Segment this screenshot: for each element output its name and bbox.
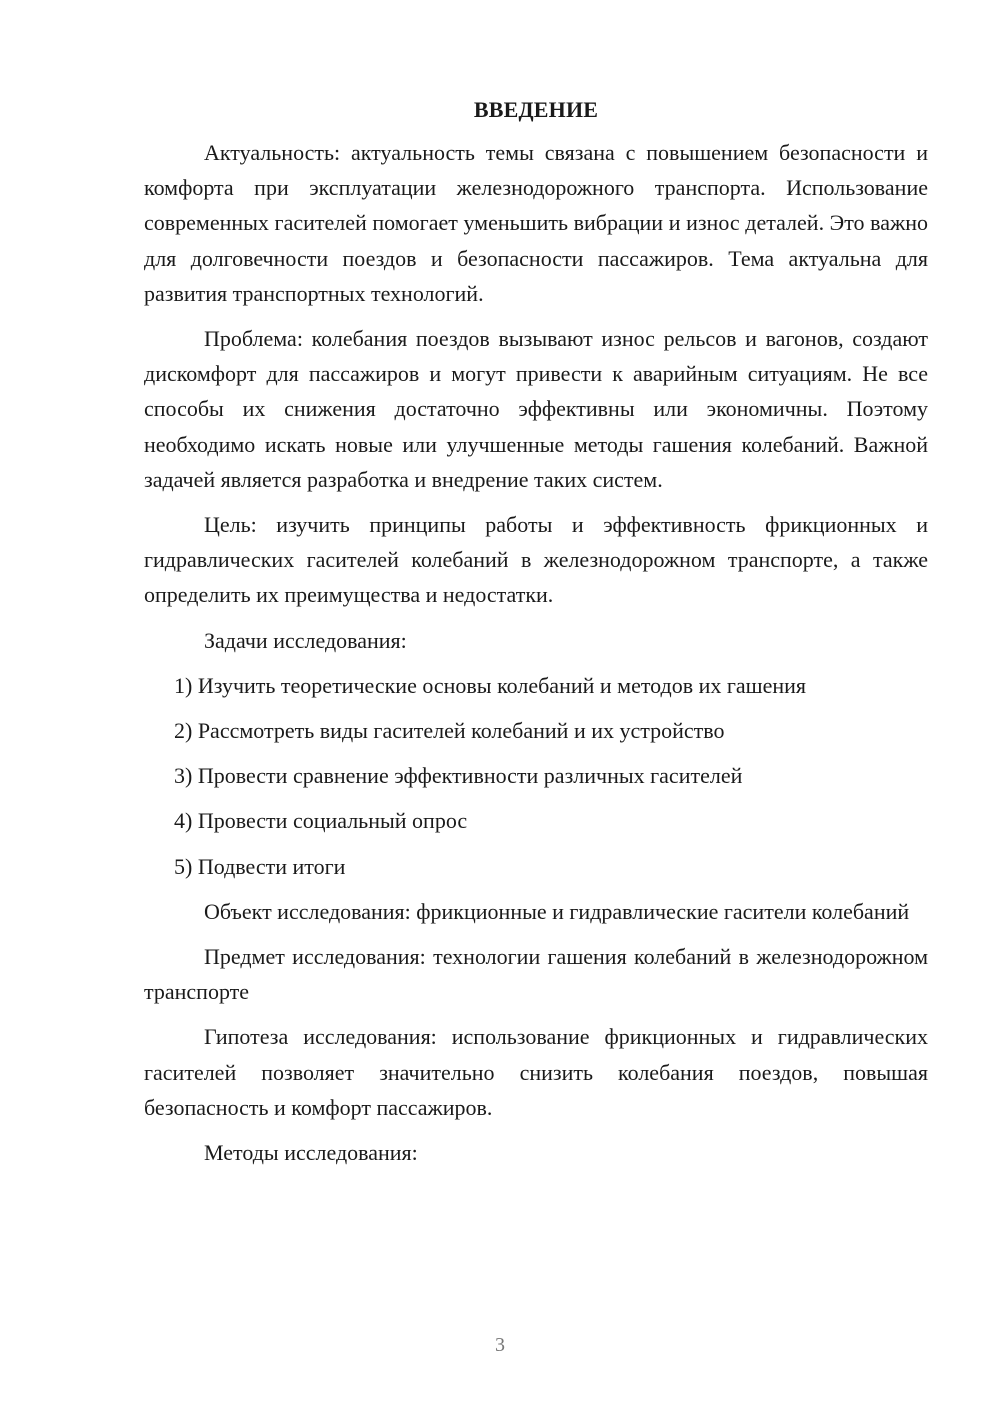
paragraph-goal: Цель: изучить принципы работы и эффективность фрикционных и гидравлических гасителей колебаний в железнодорожном транспорте, а также определить их преимущества и недостатки. <box>144 512 928 608</box>
list-item: 3) Провести сравнение эффективности различных гасителей <box>174 763 743 789</box>
list-item: 2) Рассмотреть виды гасителей колебаний и их устройство <box>174 718 725 744</box>
paragraph-tasks-title: Задачи исследования: <box>204 627 407 653</box>
page-number: 3 <box>495 1334 505 1356</box>
page-content <box>144 95 928 1180</box>
paragraph-relevance: Актуальность: актуальность темы связана с повышением безопасности и комфорта при эксплуатации железнодорожного транспорта. Использование современных гасителей помогает уменьшить вибрации и износ деталей. Это важно для долговечности поездов и безопасности пассажиров. Тема актуальна для развития транспортных технологий. <box>144 140 928 306</box>
paragraph-problem: Проблема: колебания поездов вызывают износ рельсов и вагонов, создают дискомфорт для пассажиров и могут привести к аварийным ситуациям. Не все способы их снижения достаточно эффективны или экономичны. Поэтому необходимо искать новые или улучшенные методы гашения колебаний. Важной задачей является разработка и внедрение таких систем. <box>144 326 928 492</box>
section-heading: ВВЕДЕНИЕ <box>473 97 599 122</box>
paragraph-subject: Предмет исследования: технологии гашения колебаний в железнодорожном транспорте <box>144 944 928 1005</box>
list-item: 5) Подвести итоги <box>174 853 346 879</box>
paragraph-methods-title: Методы исследования: <box>204 1140 418 1166</box>
list-item: 4) Провести социальный опрос <box>174 808 468 834</box>
paragraph-object: Объект исследования: фрикционные и гидравлические гасители колебаний <box>204 898 910 924</box>
tasks-list <box>144 668 928 884</box>
paragraph-hypothesis: Гипотеза исследования: использование фрикционных и гидравлических гасителей позволяет значительно снизить колебания поездов, повышая безопасность и комфорт пассажиров. <box>144 1024 928 1120</box>
list-item: 1) Изучить теоретические основы колебаний и методов их гашения <box>174 672 807 698</box>
